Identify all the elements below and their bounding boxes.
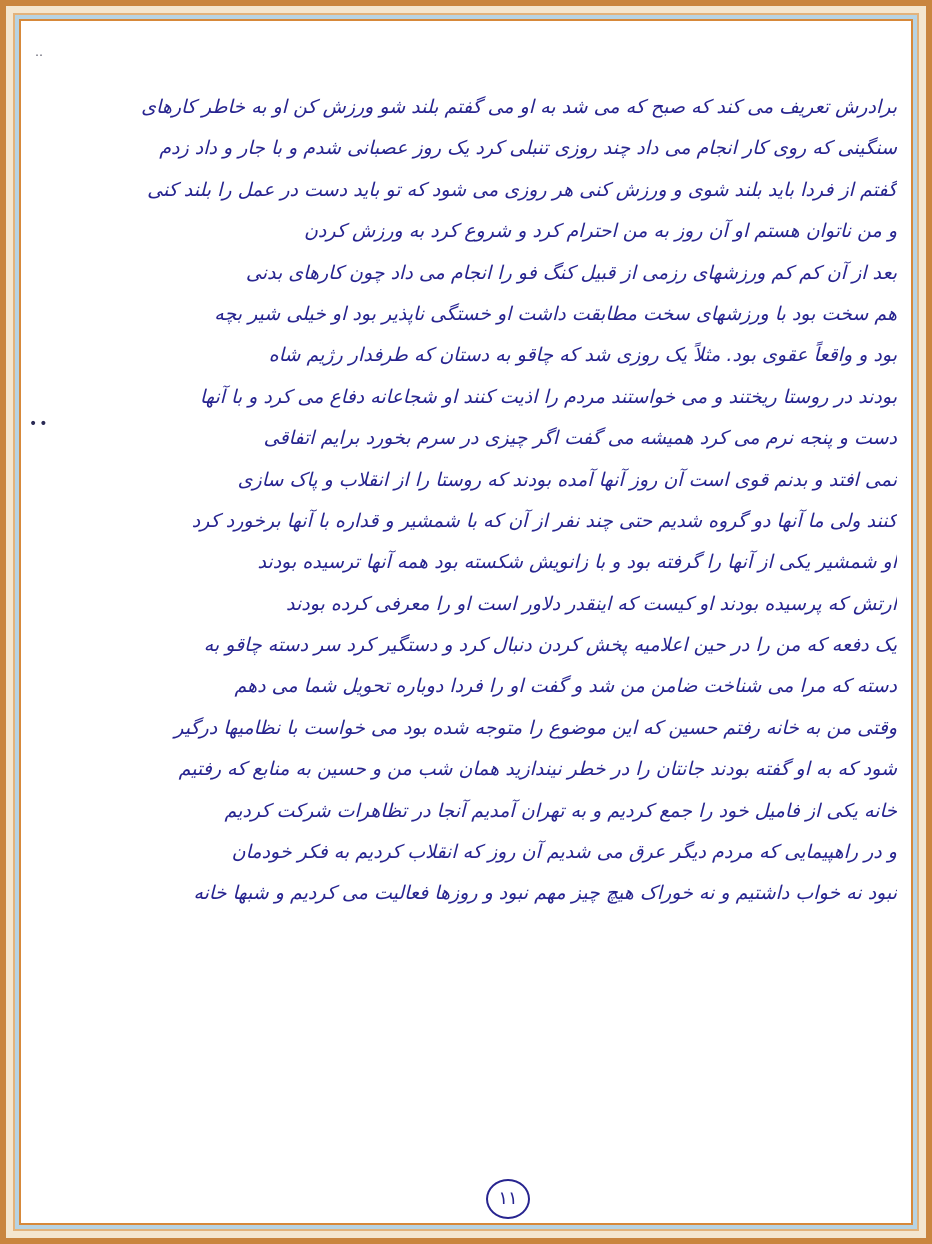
- text-line: خانه یکی از فامیل خود را جمع کردیم و به تهران آمدیم آنجا در تظاهرات شرکت کردیم: [224, 799, 897, 822]
- text-line: دسته که مرا می شناخت ضامن من شد و گفت او را فردا دوباره تحویل شما می دهم: [234, 675, 897, 698]
- text-line: او شمشیر یکی از آنها را گرفته بود و با زانویش شکسته بود همه آنها ترسیده بودند: [257, 551, 897, 574]
- text-line: شود که به او گفته بودند جانتان را در خطر نیندازید همان شب من و حسین به منابع که رفتیم: [178, 758, 897, 781]
- margin-dots-mark: ••: [29, 416, 50, 432]
- page-frame-inner: [19, 19, 913, 1225]
- text-line: کنند ولی ما آنها دو گروه شدیم حتی چند نفر از آن که با شمشیر و قداره با آنها برخورد کرد: [191, 509, 897, 532]
- text-line: گفتم از فردا باید بلند شوی و ورزش کنی هر روزی می شود که تو باید دست در عمل را بلند کنی: [147, 178, 897, 201]
- handwritten-page: [21, 21, 911, 1223]
- text-line: نبود نه خواب داشتیم و نه خوراک هیچ چیز مهم نبود و روزها فعالیت می کردیم و شبها خانه: [193, 882, 897, 905]
- ink-speck-mark: ․․: [35, 45, 44, 59]
- handwritten-text-block: [65, 87, 897, 915]
- text-line: دست و پنجه نرم می کرد همیشه می گفت اگر چیزی در سرم بخورد برایم اتفاقی: [263, 427, 897, 450]
- text-line: و در راهپیمایی که مردم دیگر عرق می شدیم آن روز که انقلاب کردیم به فکر خودمان: [231, 841, 897, 864]
- text-line: و من ناتوان هستم او آن روز به من احترام کرد و شروع کرد به ورزش کردن: [303, 220, 897, 243]
- text-line: ارتش که پرسیده بودند او کیست که اینقدر دلاور است او را معرفی کرده بودند: [286, 592, 897, 615]
- text-line: نمی افتد و بدنم قوی است آن روز آنها آمده بودند که روستا را از انقلاب و پاک سازی: [237, 468, 897, 491]
- text-line: بعد از آن کم کم ورزشهای رزمی از قبیل کنگ فو را انجام می داد چون کارهای بدنی: [245, 261, 897, 284]
- page-number: ۱۱: [486, 1179, 530, 1219]
- text-line: یک دفعه که من را در حین اعلامیه پخش کردن دنبال کرد و دستگیر کرد سر دسته چاقو به: [203, 634, 897, 657]
- text-line: وقتی من به خانه رفتم حسین که این موضوع را متوجه شده بود می خواست با نظامیها درگیر: [174, 716, 897, 739]
- page-frame-border: [13, 13, 919, 1231]
- text-line: سنگینی که روی کار انجام می داد چند روزی تنبلی کرد یک روز عصبانی شدم و با جار و داد زدم: [159, 137, 897, 160]
- text-line: هم سخت بود با ورزشهای سخت مطابقت داشت او خستگی ناپذیر بود او خیلی شیر بچه: [214, 302, 897, 325]
- text-line: بودند در روستا ریختند و می خواستند مردم را اذیت کنند او شجاعانه دفاع می کرد و با آنها: [199, 385, 897, 408]
- text-line: برادرش تعریف می کند که صبح که می شد به او می گفتم بلند شو ورزش کن او به خاطر کارهای: [141, 96, 897, 118]
- text-line: بود و واقعاً عقوی بود. مثلاً یک روزی شد که چاقو به دستان که طرفدار رژیم شاه: [268, 344, 897, 367]
